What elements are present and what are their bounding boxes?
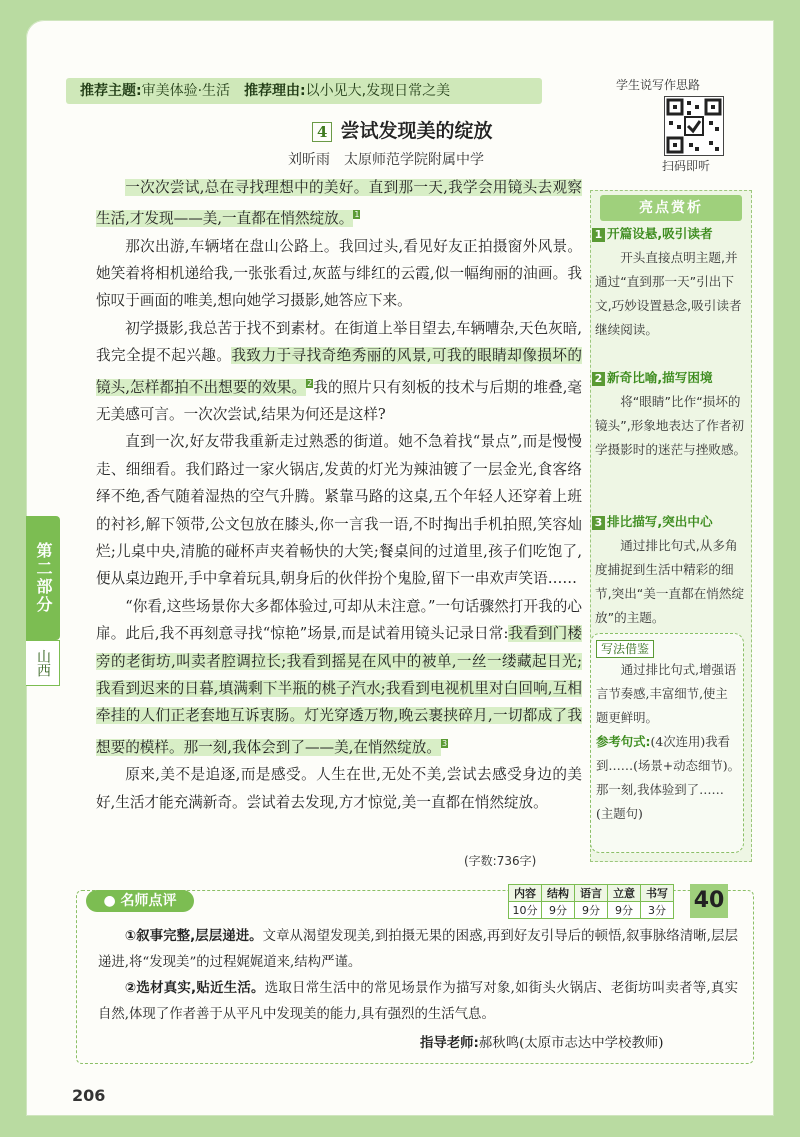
review-comment-2 (98, 976, 738, 1028)
paragraph-4: 直到一次,好友带我重新走过熟悉的街道。她不急着找“景点”,而是慢慢走、细细看。我们路过一家火锅店,发黄的灯光为辣油镀了一层金光,食客络绎不绝,香气随着湿热的空气升腾。紧靠马路的这桌,五个年轻人还穿着上班的衬衫,解下领带,公文包放在膝头,你一言我一语,不时掏出手机拍照,笑容灿烂;儿桌中央,清脆的碰杯声夹着畅快的大笑;餐桌间的过道里,孩子们吃饱了,便从桌边跑开,手中拿着玩具,朝身后的伙伴扮个鬼脸,留下一串欢声笑语…… (96, 433, 582, 588)
score-cell: 9分 (608, 902, 641, 919)
analysis-head-3: 排比描写,突出中心 (607, 514, 713, 529)
analysis-head-1: 开篇设悬,吸引读者 (607, 226, 713, 241)
writing-tip-tag: 写法借鉴 (596, 640, 654, 658)
review-text-1: 文章从渴望发现美,到拍摄无果的困惑,再到好友引导后的顿悟,叙事脉络清晰,层层递进,将“发现美”的过程娓娓道来,结构严谨。 (98, 929, 738, 970)
score-header: 结构 (542, 885, 575, 902)
section-tab: 第二部分 (26, 516, 60, 640)
article-title-text: 尝试发现美的绽放 (340, 120, 493, 142)
word-count: (字数:736字) (464, 854, 537, 868)
annotation-mark-3: 3 (441, 738, 448, 748)
annotation-mark-2: 2 (307, 378, 313, 388)
paragraph-1 (96, 174, 582, 233)
score-header: 书写 (641, 885, 674, 902)
reason-label: 推荐理由: (244, 83, 306, 99)
analysis-num-2: 2 (592, 372, 605, 386)
review-head-1: ①叙事完整,层层递进。 (124, 929, 263, 944)
highlight-3: 我看到门楼旁的老街坊,叫卖者腔调拉长;我看到摇晃在风中的被单,一丝一缕藏起日光;我看到迟来的日暮,填满剩下半瓶的桃子汽水;我看到电视机里对白回响,互相牵挂的人们正老套地互诉衷肠。灯光穿透万物,晚云裹挟碎月,一切都成了我想要的模样。那一刻,我体会到了——美,在悄然绽放。 (96, 625, 582, 756)
highlight-2: 我致力于寻找奇绝秀丽的风景,可我的眼睛却像损坏的镜头,怎样都拍不出想要的效果。 (96, 347, 582, 396)
score-table (508, 884, 674, 919)
score-cell: 9分 (542, 902, 575, 919)
paragraph-3 (96, 315, 582, 428)
topic-label: 推荐主题: (80, 83, 142, 99)
writing-tip-text (596, 658, 740, 826)
paragraph-3-end: 我的照片只有刻板的技术与后期的堆叠,毫无美感可言。一次次尝试,结果为何还是这样? (96, 378, 583, 423)
qr-caption: 扫码即听 (662, 159, 711, 173)
article-body (96, 174, 582, 816)
recommend-bar (66, 78, 542, 104)
analysis-text-3: 通过排比句式,从多角度捕捉到生活中精彩的细节,突出“美一直都在悄然绽放”的主题。 (595, 538, 745, 625)
paragraph-5 (96, 593, 582, 761)
paragraph-6: 原来,美不是追逐,而是感受。人生在世,无处不美,尝试去感受身边的美好,生活才能充满新奇。尝试着去发现,方才惊觉,美一直都在悄然绽放。 (96, 766, 582, 811)
analysis-item-2 (592, 366, 750, 462)
teacher-value: 郝秋鸣(太原市志达中学校教师) (478, 1036, 664, 1051)
paragraph-5-start: “你看,这些场景你大多都体验过,可却从未注意。”一句话骤然打开我的心扉。此后,我不再刻意寻找“惊艳”场景,而是试着用镜头记录日常: (96, 597, 582, 643)
score-header: 语言 (575, 885, 608, 902)
review-tag (86, 890, 194, 912)
highlight-1: 一次次尝试,总在寻找理想中的美好。直到那一天,我学会用镜头去观察生活,才发现——美,一直都在悄然绽放。 (96, 179, 582, 228)
analysis-num-1: 1 (592, 228, 605, 242)
teacher-line (420, 1032, 663, 1051)
page-number: 206 (72, 1086, 106, 1105)
topic-value: 审美体验·生活 (141, 83, 231, 99)
analysis-item-3 (592, 510, 750, 630)
tip-ref-text: (4次连用)我看到……(场景+动态细节)。那一刻,我体验到了……(主题句) (596, 734, 740, 821)
score-cell: 3分 (641, 902, 674, 919)
review-head-2: ②选材真实,贴近生活。 (124, 981, 265, 996)
analysis-text-2: 将“眼睛”比作“损坏的镜头”,形象地表达了作者初学摄影时的迷茫与挫败感。 (595, 394, 747, 457)
annotation-mark-1: 1 (354, 210, 360, 220)
user-icon: ● (103, 893, 116, 909)
article-number: 4 (312, 122, 332, 142)
score-header: 立意 (608, 885, 641, 902)
tip-ref-label: 参考句式: (596, 734, 651, 749)
review-text-2: 选取日常生活中的常见场景作为描写对象,如街头火锅店、老街坊叫卖者等,真实自然,体现了作者善于从平凡中发现美的能力,具有强烈的生活气息。 (98, 981, 738, 1022)
score-cell: 9分 (575, 902, 608, 919)
reason-value: 以小见大,发现日常之美 (305, 83, 451, 99)
total-score: 40 (690, 884, 728, 918)
score-header: 内容 (509, 885, 542, 902)
tip-description: 通过排比句式,增强语言节奏感,丰富细节,使主题更鲜明。 (596, 662, 737, 725)
analysis-head-2: 新奇比喻,描写困境 (607, 370, 713, 385)
qr-code-icon[interactable] (664, 96, 724, 156)
teacher-label: 指导老师: (420, 1036, 479, 1051)
author-line: 刘昕雨 太原师范学院附属中学 (288, 152, 484, 168)
review-tag-text: 名师点评 (120, 893, 177, 909)
analysis-item-1 (592, 222, 750, 342)
article-title (312, 116, 492, 143)
qr-label: 学生说写作思路 (616, 78, 701, 92)
region-tab: 山西 (26, 640, 60, 686)
analysis-panel-title: 亮点赏析 (600, 195, 742, 221)
score-cell: 10分 (509, 902, 542, 919)
paragraph-2: 那次出游,车辆堵在盘山公路上。我回过头,看见好友正拍摄窗外风景。她笑着将相机递给我,一张张看过,灰蓝与绯红的云霞,似一幅绚丽的油画。我惊叹于画面的唯美,想向她学习摄影,她答应下来。 (96, 237, 582, 310)
review-comment-1 (98, 924, 738, 976)
paragraph-3-start: 初学摄影,我总苦于找不到素材。在街道上举目望去,车辆嘈杂,天色灰暗,我完全提不起兴趣。 (96, 319, 582, 365)
analysis-num-3: 3 (592, 516, 605, 530)
analysis-text-1: 开头直接点明主题,并通过“直到那一天”引出下文,巧妙设置悬念,吸引读者继续阅读。 (595, 250, 742, 337)
